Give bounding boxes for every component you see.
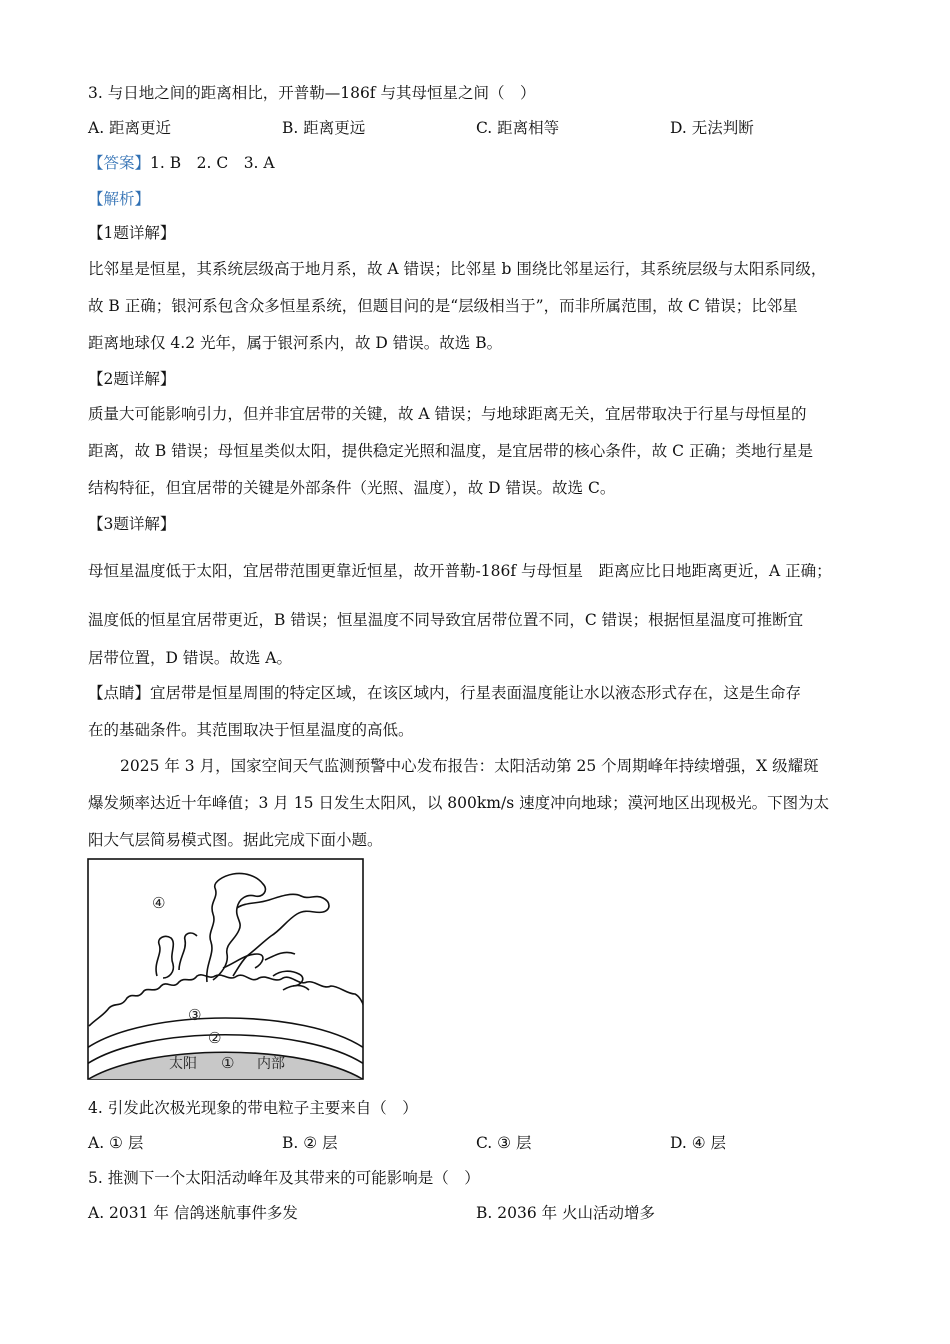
passage-line: 2025 年 3 月，国家空间天气监测预警中心发布报告：太阳活动第 25 个周期峰年持续增强，X 级耀斑 [120,757,819,775]
q4-option-c: C. ③ 层 [476,1134,532,1152]
detail1-heading: 【1题详解】 [88,224,176,242]
answer-tag: 【答案】 [88,154,151,172]
q3-option-b: B. 距离更远 [282,119,366,137]
note-text: 宜居带是恒星周围的特定区域，在该区域内，行星表面温度能让水以液态形式存在，这是生命存 [150,684,802,702]
layer3-label: ③ [188,1006,202,1024]
layer1-label: ① [221,1054,235,1072]
detail3-line: 温度低的恒星宜居带更近，B 错误；恒星温度不同导致宜居带位置不同，C 错误；根据恒星温度可推断宜 [88,611,804,629]
interior-label: 内部 [257,1056,285,1072]
detail3-heading: 【3题详解】 [88,515,176,533]
detail2-line: 质量大可能影响引力，但并非宜居带的关键，故 A 错误；与地球距离无关，宜居带取决于行星与母恒星的 [88,405,807,423]
q5-option-b: B. 2036 年 火山活动增多 [476,1204,656,1222]
q3-stem: 3. 与日地之间的距离相比，开普勒—186f 与其母恒星之间（ ） [88,84,536,102]
sun-label: 太阳 [169,1056,197,1072]
passage-line: 爆发频率达近十年峰值；3 月 15 日发生太阳风，以 800km/s 速度冲向地球；漠河地区出现极光。下图为太 [88,794,830,812]
detail2-line: 结构特征，但宜居带的关键是外部条件（光照、温度），故 D 错误。故选 C。 [88,479,616,497]
detail3-line: 母恒星温度低于太阳，宜居带范围更靠近恒星，故开普勒-186f 与母恒星 距离应比日地距离更近，A 正确； [88,562,832,580]
q3-option-c: C. 距离相等 [476,119,560,137]
analysis-tag: 【解析】 [88,190,151,208]
solar-atmosphere-figure [87,858,364,1080]
passage-line: 阳大气层简易模式图。据此完成下面小题。 [88,831,383,849]
layer4-label: ④ [152,894,166,912]
note-line: 在的基础条件。其范围取决于恒星温度的高低。 [88,721,414,739]
q4-option-d: D. ④ 层 [670,1134,727,1152]
detail1-line: 距离地球仅 4.2 光年，属于银河系内，故 D 错误。故选 B。 [88,334,503,352]
detail1-line: 比邻星是恒星，其系统层级高于地月系，故 A 错误；比邻星 b 围绕比邻星运行，其系统层级与太阳系同级， [88,260,827,278]
detail3-line: 居带位置，D 错误。故选 A。 [88,649,292,667]
q3-option-a: A. 距离更近 [88,119,172,137]
q5-option-a: A. 2031 年 信鸽迷航事件多发 [88,1204,298,1222]
answer-text: 1. B 2. C 3. A [150,154,275,172]
note-line [88,681,801,703]
q4-stem: 4. 引发此次极光现象的带电粒子主要来自（ ） [88,1099,418,1117]
detail2-line: 距离，故 B 错误；母恒星类似太阳，提供稳定光照和温度，是宜居带的核心条件，故 C 正确；类地行星是 [88,442,813,460]
q5-stem: 5. 推测下一个太阳活动峰年及其带来的可能影响是（ ） [88,1169,480,1187]
q3-option-d: D. 无法判断 [670,119,754,137]
note-tag: 【点睛】 [88,684,151,702]
detail1-line: 故 B 正确；银河系包含众多恒星系统，但题目问的是“层级相当于”，而非所属范围，故 C 错误；比邻星 [88,297,798,315]
layer2-label: ② [208,1029,222,1047]
answer-line [88,151,275,173]
q4-option-a: A. ① 层 [88,1134,144,1152]
q4-option-b: B. ② 层 [282,1134,338,1152]
detail2-heading: 【2题详解】 [88,370,176,388]
